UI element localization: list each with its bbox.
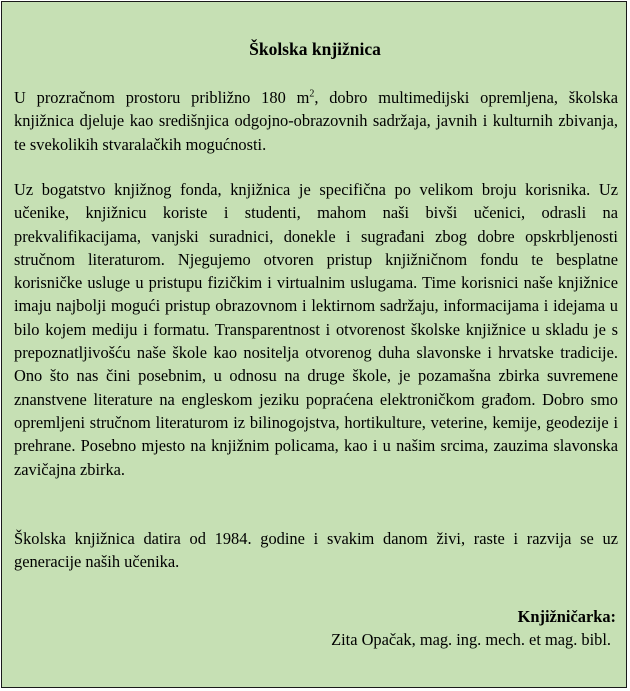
- intro-text-end: , dobro multimedijski opremljena, školska knjižnica djeluje kao središnjica odgojno-obrazovnih sadržaja, javnih i kulturnih zbivanja, te svekolikih stvaralačkih mogućnosti.: [14, 88, 618, 154]
- signature-role: Knjižničarka:: [517, 607, 616, 626]
- intro-text-start: U prozračnom prostoru približno 180 m: [14, 88, 310, 107]
- history-paragraph: Školska knjižnica datira od 1984. godine i svakim danom živi, raste i razvija se uz generacije naših učenika.: [14, 529, 618, 572]
- signature-name: Zita Opačak, mag. ing. mech. et mag. bibl.: [331, 630, 611, 649]
- intro-paragraph: [14, 86, 618, 156]
- library-info-panel: [1, 1, 627, 688]
- area-unit-superscript: 2: [309, 88, 315, 100]
- document-title: Školska knjižnica: [249, 39, 381, 59]
- users-paragraph: Uz bogatstvo knjižnog fonda, knjižnica je specifična po velikom broju korisnika. Uz učenike, knjižnicu koriste i studenti, mahom naši bivši učenici, odrasli na prekvalifikacijama, vanjski suradnici, donekle i sugrađani zbog dobre opskrbljenosti stručnom literaturom. Njegujemo otvoren pristup knjižničnom fondu te besplatne korisničke usluge u pristupu fizičkim i virtualnim uslugama. Time korisnici naše knjižnice imaju najbolji mogući pristup obrazovnom i lektirnom sadržaju, informacijama i idejama u bilo kojem mediju i formatu. Transparentnost i otvorenost školske knjižnice u skladu je s prepoznatljivošću naše škole kao nositelja otvorenog duha slavonske i hrvatske tradicije. Ono što nas čini posebnim, u odnosu na druge škole, je pozamašna zbirka suvremene znanstvene literature na engleskom jeziku popraćena elektroničkom građom. Dobro smo opremljeni stručnom literaturom iz bilinogojstva, hortikulture, veterine, kemije, geodezije i prehrane. Posebno mjesto na knjižnim policama, kao i u našim srcima, zauzima slavonska zavičajna zbirka.: [14, 180, 618, 479]
